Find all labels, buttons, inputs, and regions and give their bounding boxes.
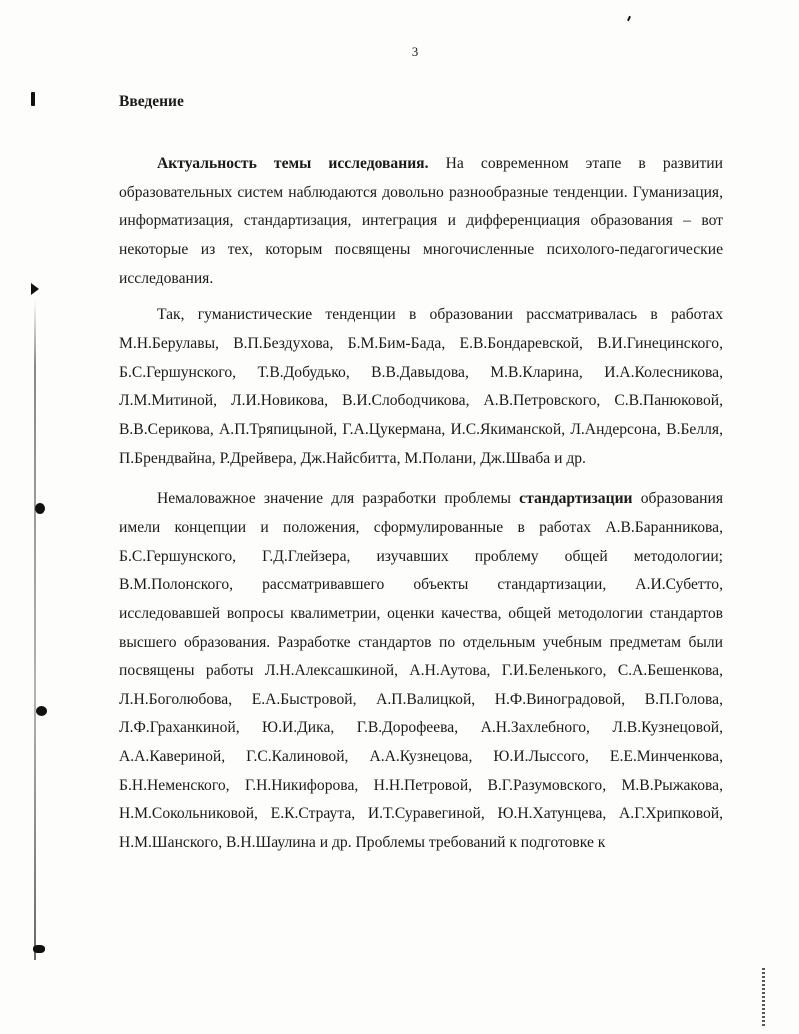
paragraph-humanization [119,301,723,473]
lead-term: Актуальность темы исследования. [157,155,429,172]
scan-right-edge [762,968,765,1028]
scan-mark-bottom [33,945,45,953]
paragraph-text: Так, гуманистические тенденции в образовании рассматривалась в работах М.Н.Берулавы, В.П.Бездухова, Б.М.Бим-Бада, Е.В.Бондаревской, В.И.Гинецинского, Б.С.Гершунского, Т.В.Добудько, В.В.Давыдова, М.В.Кларина, И.А.Колесникова, Л.М.Митиной, Л.И.Новикова, В.И.Слободчикова, А.В.Петровского, С.В.Панюковой, В.В.Серикова, А.П.Тряпицыной, Г.А.Цукермана, И.С.Якиманской, Л.Андерсона, В.Белля, П.Брендвайна, Р.Дрейвера, Дж.Найсбитта, М.Полани, Дж.Шваба и др. [119,306,723,467]
paragraph-standardization [119,485,723,858]
page-number: 3 [411,44,419,59]
paragraph-text: На современном этапе в развитии образовательных систем наблюдаются довольно разнообразные тенденции. Гуманизация, информатизация, стандартизация, интеграция и дифференциация образования – вот некоторые из тех, которым посвящены многочисленные психолого-педагогические исследования. [119,155,723,287]
scan-speck [627,16,631,21]
scan-mark-blob-1 [35,503,45,514]
paragraph-text-rest: образования имели концепции и положения, сформулированные в работах А.В.Баранникова, Б.С.Гершунского, Г.Д.Глейзера, изучавших проблему общей методологии; В.М.Полонского, рассматривавшего объекты стандартизации, А.И.Субетто, исследовавшей вопросы квалиметрии, оценки качества, общей методологии стандартов высшего образования. Разработке стандартов по отдельным учебным предметам были посвящены работы Л.Н.Алексашкиной, А.Н.Аутова, Г.И.Беленького, С.А.Бешенкова, Л.Н.Боголюбова, Е.А.Быстровой, А.П.Валицкой, Н.Ф.Виноградовой, В.П.Голова, Л.Ф.Граханкиной, Ю.И.Дика, Г.В.Дорофеева, А.Н.Захлебного, Л.В.Кузнецовой, А.А.Кавериной, Г.С.Калиновой, А.А.Кузнецова, Ю.И.Лыссого, Е.Е.Минченкова, Б.Н.Неменского, Г.Н.Никифорова, Н.Н.Петровой, В.Г.Разумовского, М.В.Рыжакова, Н.М.Сокольниковой, Е.К.Страута, И.Т.Суравегиной, Ю.Н.Хатунцева, А.Г.Хрипковой, Н.М.Шанского, В.Н.Шаулина и др. Проблемы требований к подготовке к [119,490,724,852]
paragraph-relevance [119,150,723,293]
scan-mark-blob-2 [36,706,47,716]
section-heading: Введение [119,93,184,110]
bold-term: стандартизации [519,490,633,508]
paragraph-text-start: Немаловажное значение для разработки проблемы [157,490,520,508]
scan-mark-top [31,92,35,106]
scan-mark-arrow [31,283,39,295]
body-text [119,150,723,858]
scan-margin-line [34,300,36,960]
